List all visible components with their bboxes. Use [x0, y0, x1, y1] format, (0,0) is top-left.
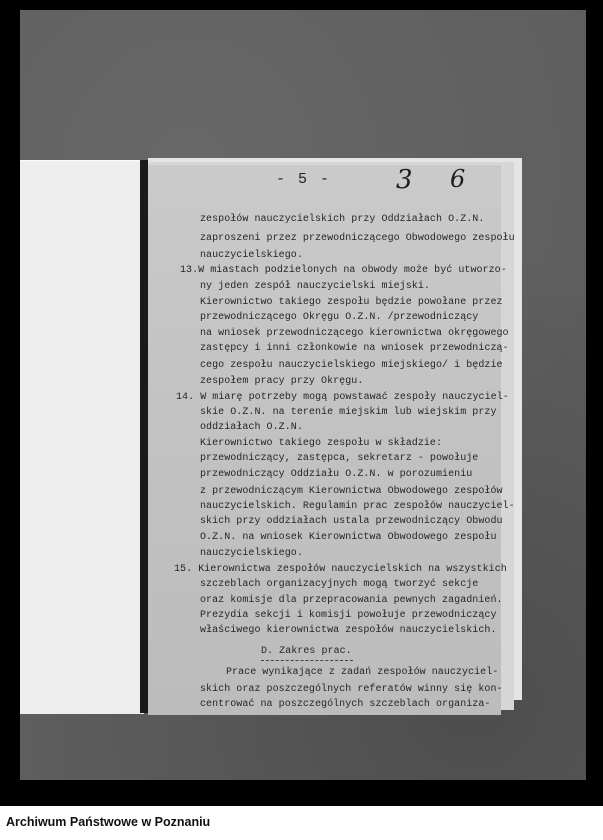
- text-line: zespołów nauczycielskich przy Oddziałach O.Z.N.: [200, 214, 485, 225]
- text-line: cego zespołu nauczycielskiego miejskiego/ i będzie: [200, 360, 503, 371]
- text-line: O.Z.N. na wniosek Kierownictwa Obwodowego zespołu: [200, 532, 497, 543]
- text-line: ny jeden zespół nauczycielski miejski.: [200, 281, 430, 292]
- text-line: skich oraz poszczególnych referatów winny się kon-: [200, 684, 503, 695]
- text-line: nauczycielskiego.: [200, 548, 303, 559]
- text-line: zastępcy i inni członkowie na wniosek przewodniczą-: [200, 343, 509, 354]
- section-heading: D. Zakres prac.: [261, 646, 352, 657]
- text-line: przewodniczący Oddziału O.Z.N. w porozumieniu: [200, 469, 473, 480]
- text-line: zaproszeni przez przewodniczącego Obwodowego zespołu: [200, 233, 515, 244]
- text-line: nauczycielskiego.: [200, 250, 303, 261]
- text-line: Kierownictwo takiego zespołu w składzie:: [200, 438, 443, 449]
- archive-footer: [0, 806, 603, 840]
- text-line: oddziałach O.Z.N.: [200, 422, 303, 433]
- heading-underline: [261, 660, 353, 661]
- text-line: Prezydia sekcji i komisji powołuje przewodniczący: [200, 610, 497, 621]
- text-line: 14. W miarę potrzeby mogą powstawać zespoły nauczyciel-: [176, 392, 509, 403]
- text-line: skie O.Z.N. na terenie miejskim lub wiejskim przy: [200, 407, 497, 418]
- text-line: oraz komisje dla przepracowania pewnych zagadnień.: [200, 595, 503, 606]
- text-line: 13.W miastach podzielonych na obwody może być utworzo-: [180, 265, 507, 276]
- text-line: nauczycielskich. Regulamin prac zespołów nauczyciel-: [200, 501, 515, 512]
- text-line: z przewodniczącym Kierownictwa Obwodowego zespołów: [200, 486, 503, 497]
- text-line: centrować na poszczególnych szczeblach organiza-: [200, 699, 491, 710]
- sheet-edge-shadow: [140, 160, 148, 713]
- text-line: Kierownictwo takiego zespołu będzie powołane przez: [200, 297, 503, 308]
- typed-page: [148, 165, 515, 715]
- photo-border-bottom: [0, 780, 603, 802]
- text-line: właściwego kierownictwa zespołów nauczycielskich.: [200, 625, 497, 636]
- text-line: szczeblach organizacyjnych mogą tworzyć sekcje: [200, 579, 479, 590]
- text-line: przewodniczącego Okręgu O.Z.N. /przewodniczący: [200, 312, 479, 323]
- handwritten-number-6: 6: [450, 165, 466, 193]
- text-line: skich przy oddziałach ustala przewodniczący Obwodu: [200, 516, 503, 527]
- page-number: - 5 -: [276, 171, 332, 188]
- text-line: zespołem pracy przy Okręgu.: [200, 376, 364, 387]
- text-line: na wniosek przewodniczącego kierownictwa okręgowego: [200, 328, 509, 339]
- back-sheet: [20, 160, 144, 714]
- handwritten-number-3: 3: [396, 165, 413, 195]
- text-line: 15. Kierownictwa zespołów nauczycielskich na wszystkich: [174, 564, 507, 575]
- archive-name: Archiwum Państwowe w Poznaniu: [6, 815, 211, 829]
- text-line: Prace wynikające z zadań zespołów nauczyciel-: [226, 667, 499, 678]
- text-line: przewodniczący, zastępca, sekretarz - powołuje: [200, 453, 479, 464]
